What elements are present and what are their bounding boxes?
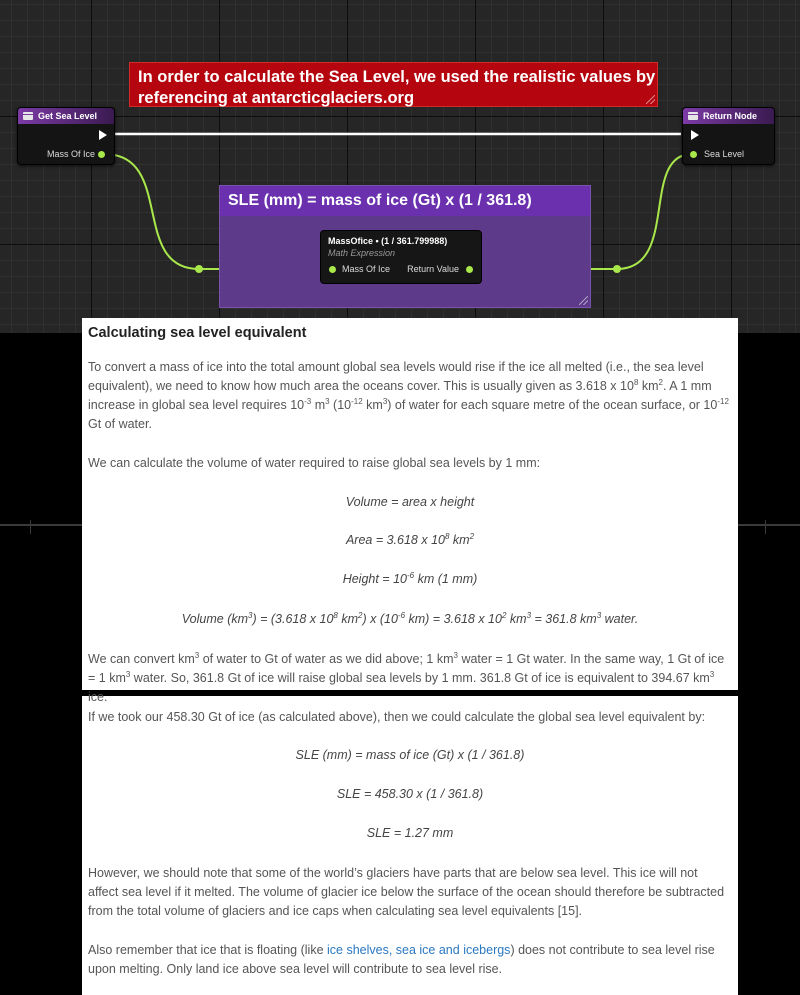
paragraph-5: However, we should note that some of the world’s glaciers have parts that are below sea level. This ice will not affect sea level if it melted. The volume of glacier ice below the surface of the ocean should therefore be subtracted from the total volume of glaciers and ice caps when calculating sea level equivalents [15]. xyxy=(88,866,725,918)
exec-in-pin-icon[interactable] xyxy=(691,130,699,140)
comment-purple-text: SLE (mm) = mass of ice (Gt) x (1 / 361.8) xyxy=(220,186,590,216)
function-icon xyxy=(23,112,33,120)
comment-box-red[interactable] xyxy=(129,62,658,107)
reroute-knot-right[interactable] xyxy=(613,265,621,273)
equation-volume: Volume = area x height xyxy=(345,495,475,509)
output-pin-icon[interactable] xyxy=(466,266,473,273)
mass-of-ice-wire[interactable] xyxy=(104,154,199,269)
function-icon xyxy=(688,112,698,120)
return-node[interactable] xyxy=(682,107,775,165)
math-expression-node[interactable] xyxy=(320,230,482,284)
pin-label: Mass Of Ice xyxy=(46,149,95,159)
resize-grip-icon[interactable] xyxy=(579,296,588,305)
blueprint-graph-canvas[interactable] xyxy=(0,0,800,333)
paragraph-6: Also remember that ice that is floating (like ice shelves, sea ice and icebergs) does not contribute to sea level rise upon melting. Only land ice above sea level will contribute to sea level rise. xyxy=(88,943,715,976)
equation-area: Area = 3.618 x $10^8$ $km^2$ xyxy=(345,531,475,547)
get-sea-level-node[interactable] xyxy=(17,107,115,165)
node-title: Get Sea Level xyxy=(38,111,98,121)
resize-grip-icon[interactable] xyxy=(646,95,655,104)
pin-label: Return Value xyxy=(407,264,459,274)
pin-label: Mass Of Ice xyxy=(342,264,391,274)
comment-red-text: In order to calculate the Sea Level, we used the realistic values by referencing at antarcticglaciers.org xyxy=(138,68,656,107)
article-heading: Calculating sea level equivalent xyxy=(88,325,307,341)
article-panel xyxy=(82,318,738,995)
sea-level-wire[interactable] xyxy=(617,154,692,269)
mass-of-ice-pin-icon[interactable] xyxy=(98,151,105,158)
input-pin-icon[interactable] xyxy=(329,266,336,273)
pin-label: Sea Level xyxy=(704,149,745,159)
reroute-knot-left[interactable] xyxy=(195,265,203,273)
paragraph-3: We can convert $km^3$ of water to Gt of water as we did above; 1 $km^3$ water = 1 Gt water. In the same way, 1 Gt of ice = 1 $km^3$ water. So, 361.8 Gt of ice will raise global sea levels by 1 mm. 361.8 Gt of ice is equivalent to 394.67 $km^3$ ice. xyxy=(88,650,725,704)
equation-sle-values: SLE = 458.30 x (1 / 361.8) xyxy=(336,787,484,801)
equation-sle-result: SLE = 1.27 mm xyxy=(366,826,454,840)
equation-volume-result: Volume $(km^3) = (3.618$ x $10^8$ $km^2$) x ($10^{-6}$ km) = 3.618 x $10^2$ $km^3 = 361.8$ $km^3$ water. xyxy=(181,610,639,626)
paragraph-2: We can calculate the volume of water required to raise global sea levels by 1 mm: xyxy=(88,456,541,470)
node-subtitle: Math Expression xyxy=(328,248,396,258)
node-title: MassOfice • (1 / 361.799988) xyxy=(328,236,448,246)
paragraph-4: If we took our 458.30 Gt of ice (as calculated above), then we could calculate the global sea level equivalent by: xyxy=(88,710,706,724)
equation-sle: SLE (mm) = mass of ice (Gt) x (1 / 361.8) xyxy=(295,748,525,762)
equation-height: Height = $10^{-6}$ km (1 mm) xyxy=(342,570,478,586)
floating-ice-link[interactable]: ice shelves, sea ice and icebergs xyxy=(327,943,511,957)
sea-level-pin-icon[interactable] xyxy=(690,151,697,158)
node-title: Return Node xyxy=(703,111,757,121)
exec-out-pin-icon[interactable] xyxy=(99,130,107,140)
paragraph-1: To convert a mass of ice into the total amount global sea levels would rise if the ice all melted (i.e., the sea level equivalent), we need to know how much area the oceans cover. This is usually given as 3.618 x $10^8$ $km^2$. A 1 mm increase in global sea level requires $10^{-3}$ $m^3$ ($10^{-12}$ $km^3$) of water for each square metre of the ocean surface, or $10^{-12}$ Gt of water. xyxy=(88,360,729,431)
